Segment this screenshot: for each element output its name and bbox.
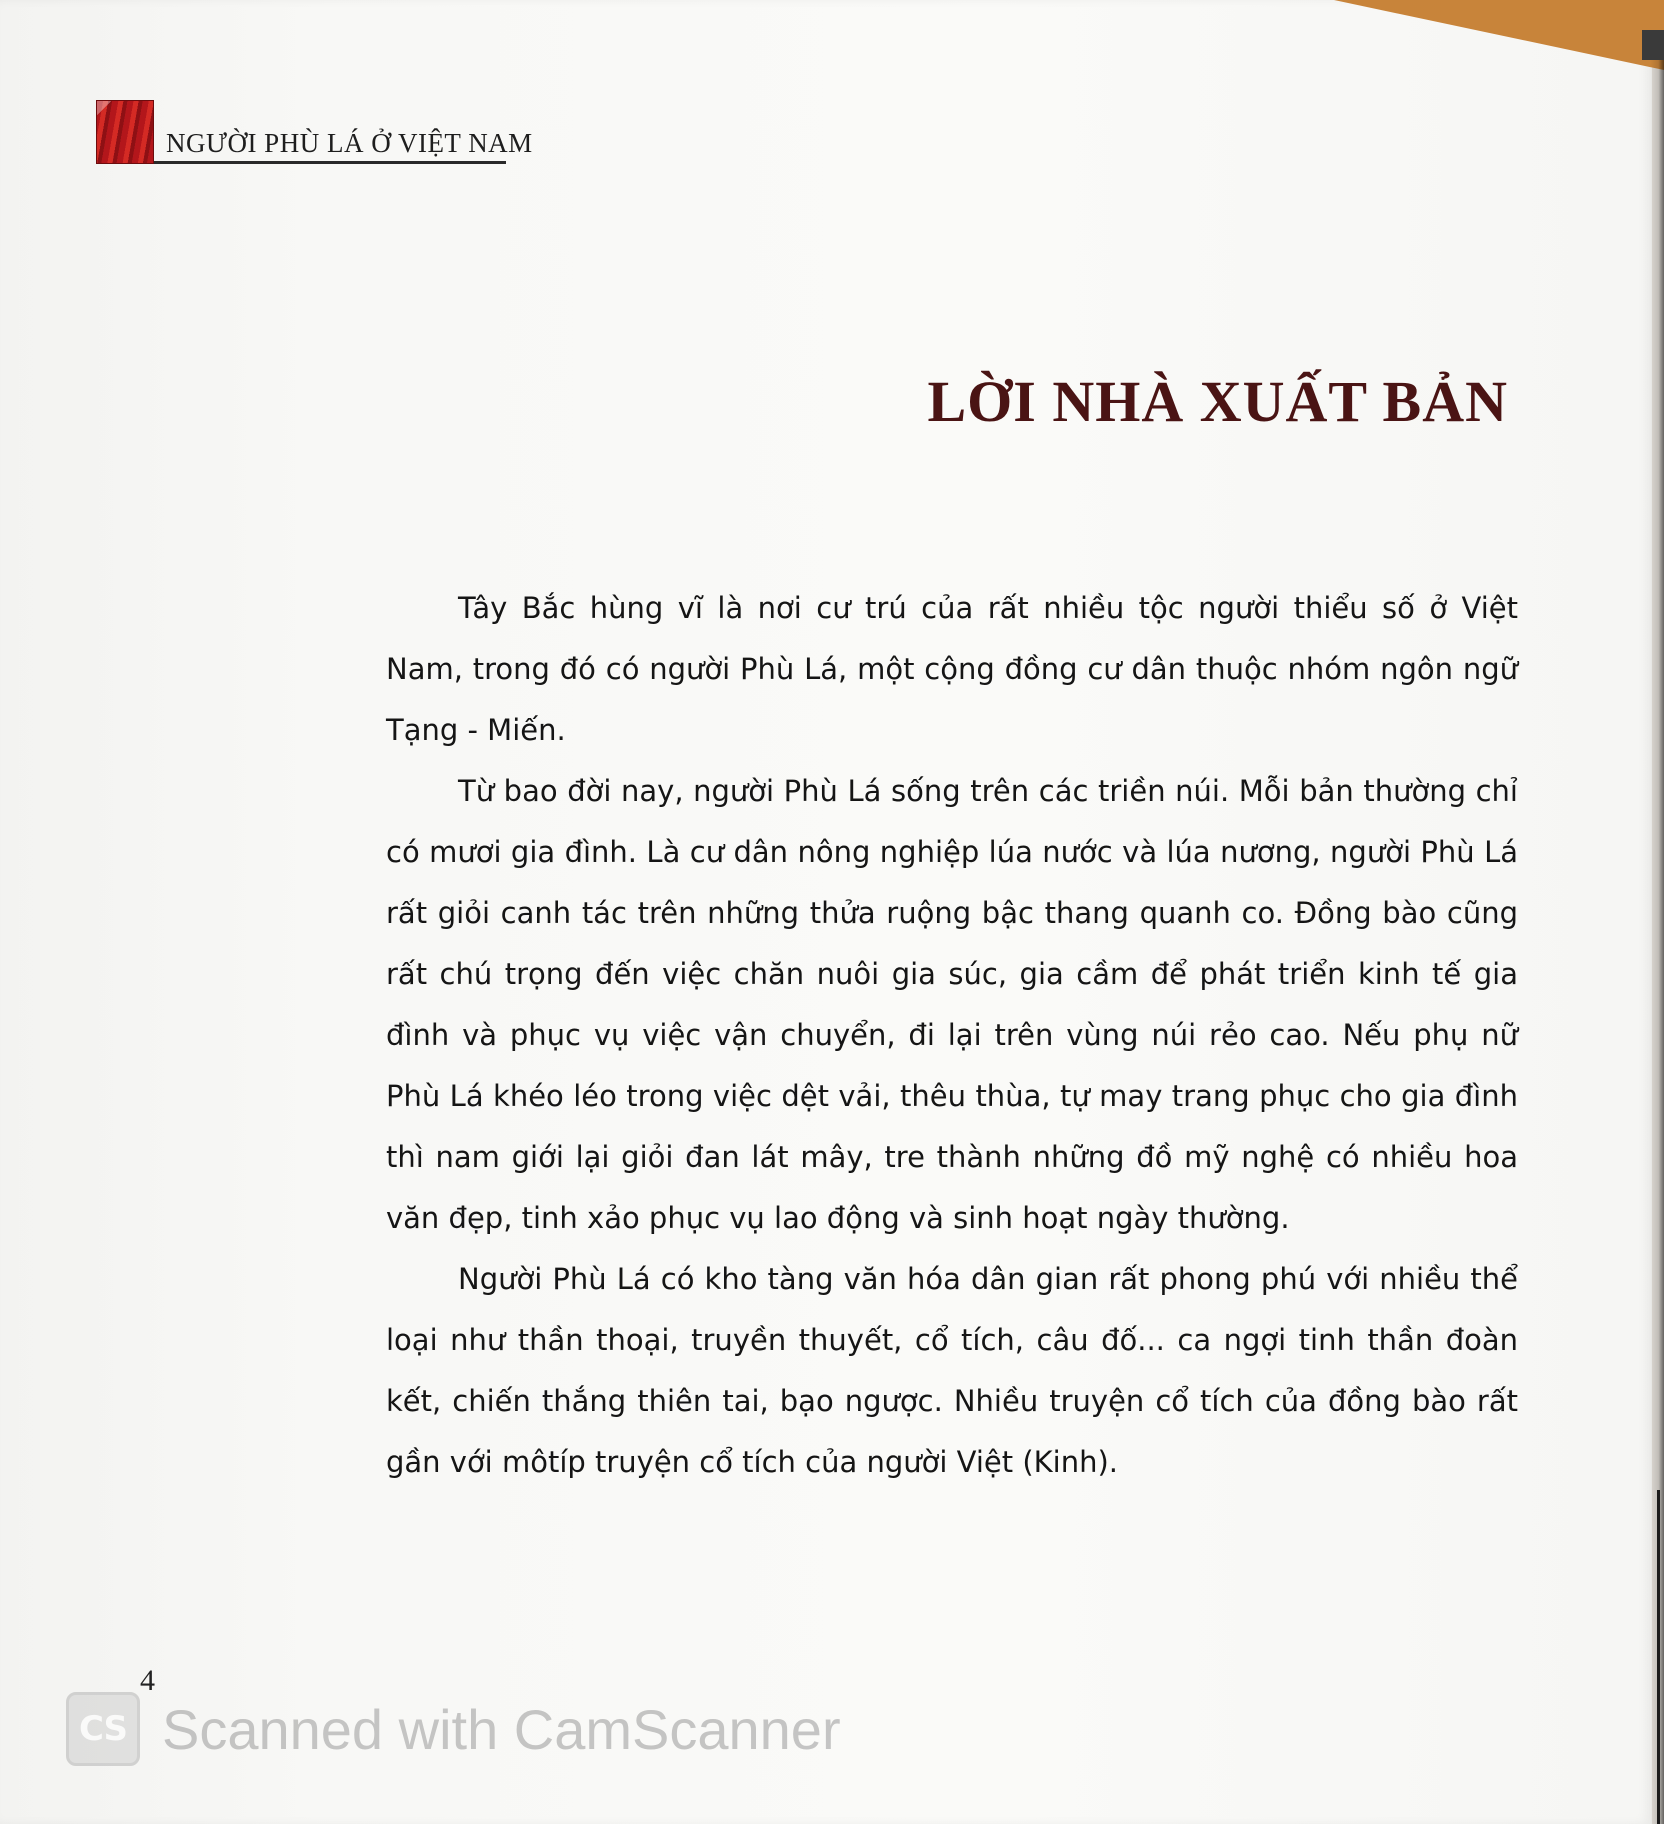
- table-corner: [1334, 0, 1664, 70]
- camscanner-logo-icon: CS: [66, 1692, 140, 1766]
- page-title: LỜI NHÀ XUẤT BẢN: [927, 369, 1508, 434]
- page-number: 4: [140, 1664, 155, 1697]
- paragraph: Người Phù Lá có kho tàng văn hóa dân gian rất phong phú với nhiều thể loại như thần thoại, truyền thuyết, cổ tích, câu đố... ca ngợi tinh thần đoàn kết, chiến thắng thiên tai, bạo ngược. Nhiều truyện cổ tích của đồng bào rất gần với môtíp truyện cổ tích của người Việt (Kinh).: [386, 1262, 1518, 1479]
- table-corner-shadow: [1642, 30, 1664, 60]
- running-header: [96, 100, 533, 164]
- scanner-watermark: [66, 1692, 841, 1766]
- page-edge-line: [1657, 1490, 1660, 1824]
- running-header-title: NGƯỜI PHÙ LÁ Ở VIỆT NAM: [166, 128, 533, 158]
- watermark-text: Scanned with CamScanner: [162, 1697, 841, 1761]
- header-emblem-icon: [96, 100, 154, 164]
- running-header-rule: [154, 161, 506, 164]
- paragraph: Tây Bắc hùng vĩ là nơi cư trú của rất nhiều tộc người thiểu số ở Việt Nam, trong đó có người Phù Lá, một cộng đồng cư dân thuộc nhóm ngôn ngữ Tạng - Miến.: [386, 591, 1518, 747]
- paragraph: Từ bao đời nay, người Phù Lá sống trên các triền núi. Mỗi bản thường chỉ có mươi gia đình. Là cư dân nông nghiệp lúa nước và lúa nương, người Phù Lá rất giỏi canh tác trên những thửa ruộng bậc thang quanh co. Đồng bào cũng rất chú trọng đến việc chăn nuôi gia súc, gia cầm để phát triển kinh tế gia đình và phục vụ việc vận chuyển, đi lại trên vùng núi rẻo cao. Nếu phụ nữ Phù Lá khéo léo trong việc dệt vải, thêu thùa, tự may trang phục cho gia đình thì nam giới lại giỏi đan lát mây, tre thành những đồ mỹ nghệ có nhiều hoa văn đẹp, tinh xảo phục vụ lao động và sinh hoạt ngày thường.: [386, 774, 1518, 1235]
- running-header-text-wrap: [154, 102, 533, 164]
- body-text: [386, 578, 1518, 1493]
